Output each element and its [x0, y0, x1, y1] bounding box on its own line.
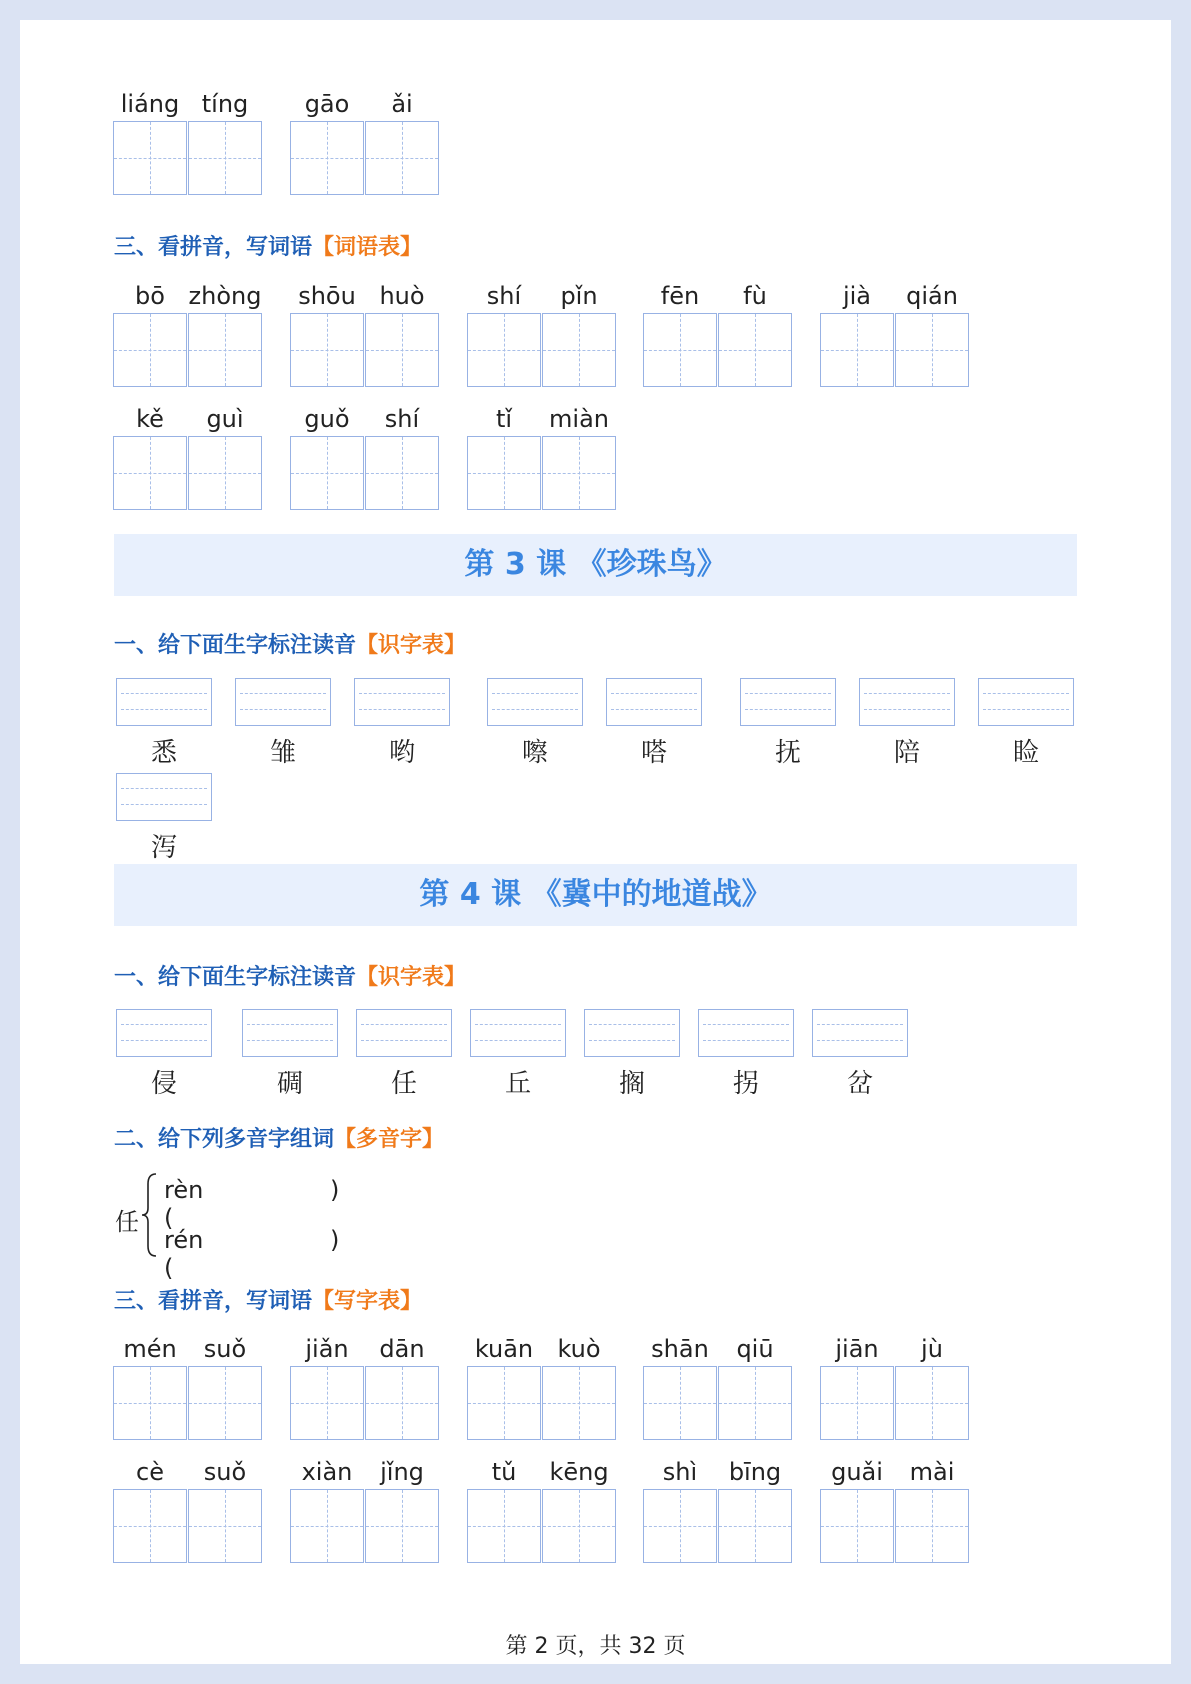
section-heading	[114, 628, 466, 659]
pinyin-label: qián	[906, 282, 958, 310]
hanzi-char: 丘	[504, 1069, 531, 1099]
writing-grid-cell[interactable]	[290, 436, 364, 510]
writing-grid-cell[interactable]	[290, 1489, 364, 1563]
polyphone-char: 任	[115, 1208, 139, 1236]
writing-grid-cell[interactable]	[113, 1489, 187, 1563]
writing-grid-cell[interactable]	[895, 1489, 969, 1563]
pinyin-label: suǒ	[203, 1335, 247, 1363]
writing-grid-cell[interactable]	[542, 1366, 616, 1440]
heading-tag: 【多音字】	[334, 1127, 445, 1152]
pinyin-answer-box[interactable]	[487, 678, 583, 726]
section-heading	[114, 960, 466, 991]
pinyin-label: shí	[384, 405, 420, 433]
polyphone-reading: rén (	[164, 1226, 204, 1282]
writing-grid-cell[interactable]	[290, 313, 364, 387]
writing-grid-cell[interactable]	[718, 313, 792, 387]
pinyin-label: mài	[909, 1458, 955, 1486]
pinyin-answer-box[interactable]	[354, 678, 450, 726]
writing-grid-cell[interactable]	[820, 1366, 894, 1440]
pinyin-label: kě	[136, 405, 164, 433]
section-heading	[114, 1284, 422, 1315]
writing-grid-cell[interactable]	[467, 436, 541, 510]
pinyin-answer-box[interactable]	[235, 678, 331, 726]
pinyin-answer-box[interactable]	[698, 1009, 794, 1057]
pinyin-label: zhòng	[188, 282, 262, 310]
pinyin-label: tǔ	[491, 1458, 517, 1486]
writing-grid-cell[interactable]	[718, 1489, 792, 1563]
writing-grid-cell[interactable]	[718, 1366, 792, 1440]
hanzi-char: 悉	[150, 738, 177, 768]
pinyin-answer-box[interactable]	[978, 678, 1074, 726]
pinyin-answer-box[interactable]	[812, 1009, 908, 1057]
writing-grid-cell[interactable]	[113, 436, 187, 510]
heading-tag: 【识字表】	[356, 633, 467, 658]
section-heading	[114, 230, 422, 261]
writing-grid-cell[interactable]	[365, 1366, 439, 1440]
pinyin-label: ǎi	[391, 90, 413, 118]
polyphone-reading: rèn (	[164, 1176, 204, 1232]
heading-tag: 【写字表】	[312, 1289, 423, 1314]
hanzi-char: 碉	[276, 1069, 303, 1099]
hanzi-char: 陪	[893, 738, 920, 768]
heading-text: 三、看拼音，写词语	[114, 1289, 313, 1314]
pinyin-label: jiǎn	[305, 1335, 349, 1363]
writing-grid-cell[interactable]	[188, 121, 262, 195]
heading-tag: 【词语表】	[312, 235, 423, 260]
pinyin-label: shì	[662, 1458, 698, 1486]
pinyin-label: guì	[206, 405, 244, 433]
pinyin-label: shí	[486, 282, 522, 310]
writing-grid-cell[interactable]	[188, 1366, 262, 1440]
writing-grid-cell[interactable]	[643, 1489, 717, 1563]
heading-text: 一、给下面生字标注读音	[114, 633, 357, 658]
heading-text: 一、给下面生字标注读音	[114, 965, 357, 990]
writing-grid-cell[interactable]	[895, 313, 969, 387]
pinyin-label: liáng	[120, 90, 180, 118]
answer-blank[interactable]	[222, 1176, 326, 1206]
writing-grid-cell[interactable]	[542, 313, 616, 387]
section-heading	[114, 1122, 444, 1153]
top-word-pairs	[0, 0, 1191, 200]
pinyin-answer-box[interactable]	[606, 678, 702, 726]
writing-grid-cell[interactable]	[467, 1366, 541, 1440]
writing-grid-cell[interactable]	[365, 121, 439, 195]
writing-grid-cell[interactable]	[365, 313, 439, 387]
writing-grid-cell[interactable]	[113, 121, 187, 195]
writing-grid-cell[interactable]	[113, 1366, 187, 1440]
heading-text: 二、给下列多音字组词	[114, 1127, 335, 1152]
pinyin-answer-box[interactable]	[116, 678, 212, 726]
pinyin-label: jià	[842, 282, 872, 310]
heading-tag: 【识字表】	[356, 965, 467, 990]
pinyin-label: bō	[135, 282, 165, 310]
writing-grid-cell[interactable]	[467, 1489, 541, 1563]
polyphone-close: )	[330, 1176, 340, 1204]
pinyin-label: cè	[136, 1458, 164, 1486]
writing-grid-cell[interactable]	[365, 436, 439, 510]
writing-grid-cell[interactable]	[643, 313, 717, 387]
pinyin-label: kuò	[557, 1335, 601, 1363]
writing-grid-cell[interactable]	[188, 436, 262, 510]
writing-grid-cell[interactable]	[365, 1489, 439, 1563]
pinyin-label: bīng	[728, 1458, 782, 1486]
pinyin-answer-box[interactable]	[116, 1009, 212, 1057]
writing-grid-cell[interactable]	[188, 1489, 262, 1563]
writing-grid-cell[interactable]	[643, 1366, 717, 1440]
writing-grid-cell[interactable]	[113, 313, 187, 387]
pinyin-label: pǐn	[560, 282, 598, 310]
hanzi-char: 哟	[388, 738, 415, 768]
pinyin-answer-box[interactable]	[859, 678, 955, 726]
pinyin-label: jiān	[835, 1335, 879, 1363]
pinyin-label: guǒ	[304, 405, 350, 433]
pinyin-label: xiàn	[301, 1458, 353, 1486]
lesson-banner: 第 3 课 《珍珠鸟》	[114, 534, 1077, 596]
hanzi-char: 抚	[774, 738, 801, 768]
writing-grid-cell[interactable]	[290, 1366, 364, 1440]
pinyin-label: shān	[651, 1335, 709, 1363]
pinyin-label: guǎi	[831, 1458, 883, 1486]
writing-grid-cell[interactable]	[895, 1366, 969, 1440]
writing-grid-cell[interactable]	[542, 436, 616, 510]
pinyin-label: suǒ	[203, 1458, 247, 1486]
pinyin-label: miàn	[549, 405, 609, 433]
pinyin-answer-box[interactable]	[116, 773, 212, 821]
hanzi-char: 泻	[150, 833, 177, 863]
writing-grid-cell[interactable]	[820, 313, 894, 387]
hanzi-char: 侵	[150, 1069, 177, 1099]
pinyin-label: huò	[379, 282, 425, 310]
hanzi-char: 睑	[1012, 738, 1039, 768]
hanzi-char: 雏	[269, 738, 296, 768]
pinyin-label: mén	[123, 1335, 177, 1363]
hanzi-char: 嗒	[640, 738, 667, 768]
writing-grid-cell[interactable]	[542, 1489, 616, 1563]
pinyin-label: fù	[743, 282, 767, 310]
writing-grid-cell[interactable]	[820, 1489, 894, 1563]
pinyin-label: jù	[921, 1335, 943, 1363]
pinyin-label: dān	[379, 1335, 425, 1363]
pinyin-answer-box[interactable]	[584, 1009, 680, 1057]
writing-grid-cell[interactable]	[467, 313, 541, 387]
pinyin-label: shōu	[298, 282, 356, 310]
hanzi-char: 岔	[846, 1069, 873, 1099]
brace-icon	[140, 1172, 160, 1258]
pinyin-answer-box[interactable]	[740, 678, 836, 726]
writing-grid-cell[interactable]	[290, 121, 364, 195]
answer-blank[interactable]	[222, 1226, 326, 1256]
lesson-banner: 第 4 课 《冀中的地道战》	[114, 864, 1077, 926]
polyphone-close: )	[330, 1226, 340, 1254]
pinyin-label: jǐng	[380, 1458, 424, 1486]
heading-text: 三、看拼音，写词语	[114, 235, 313, 260]
pinyin-answer-box[interactable]	[242, 1009, 338, 1057]
hanzi-char: 嚓	[521, 738, 548, 768]
pinyin-label: tíng	[201, 90, 249, 118]
pinyin-label: kuān	[474, 1335, 534, 1363]
hanzi-char: 搁	[618, 1069, 645, 1099]
pinyin-answer-box[interactable]	[470, 1009, 566, 1057]
hanzi-char: 任	[390, 1069, 417, 1099]
pinyin-label: tǐ	[495, 405, 513, 433]
pinyin-label: qiū	[736, 1335, 774, 1363]
pinyin-label: gāo	[304, 90, 350, 118]
pinyin-label: kēng	[549, 1458, 609, 1486]
pinyin-label: fēn	[660, 282, 700, 310]
hanzi-char: 拐	[732, 1069, 759, 1099]
writing-grid-cell[interactable]	[188, 313, 262, 387]
pinyin-answer-box[interactable]	[356, 1009, 452, 1057]
page-footer: 第 2 页，共 32 页	[505, 1634, 686, 1659]
